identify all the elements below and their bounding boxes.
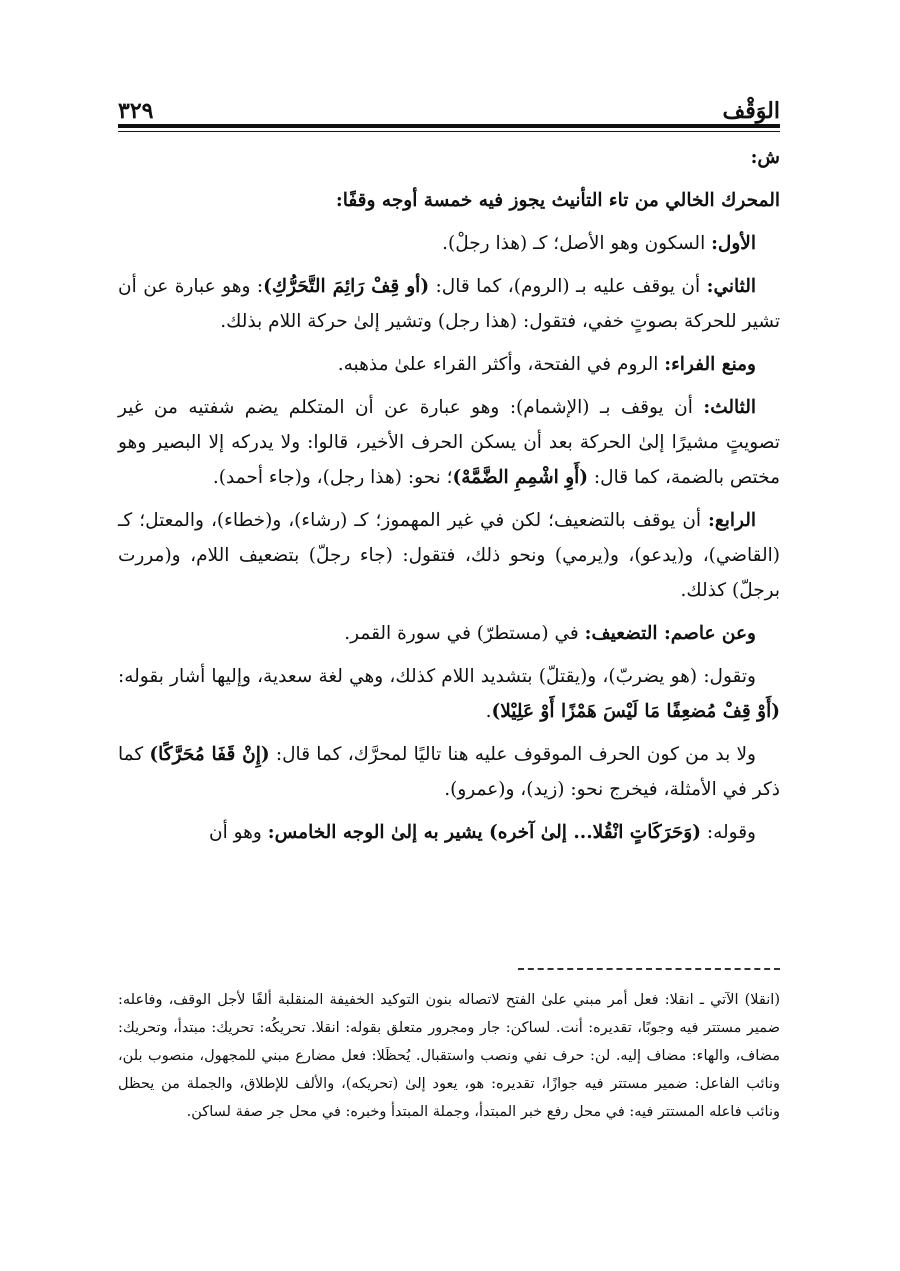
paragraph-fifth: وقوله: (وَحَرَكَاتٍ انْقُلا... إلىٰ آخره) يشير به إلىٰ الوجه الخامس: وهو أن: [209, 822, 756, 843]
paragraph-first: الأول: السكون وهو الأصل؛ كـ (هذا رجلْ).: [442, 233, 756, 254]
header-rule-thick: [118, 124, 780, 128]
paragraph-saadi: وتقول: (هو يضربّ)، و(يقتلّ) بتشديد اللام كذلك، وهي لغة سعدية، وإليها أشار بقوله: (أَوْ قِفْ مُضعِفًا مَا لَيْسَ هَمْزًا أَوْ عَلِيْلا).: [118, 666, 780, 722]
intro-marker: ش:: [750, 147, 780, 168]
chapter-title: الوَقْف: [722, 98, 780, 124]
footnote: [118, 986, 780, 1126]
paragraph-farra: ومنع الفراء: الروم في الفتحة، وأكثر القراء علىٰ مذهبه.: [337, 354, 756, 375]
body-text: [118, 140, 780, 858]
paragraph-asim: وعن عاصم: التضعيف: في (مستطرّ) في سورة القمر.: [344, 623, 756, 644]
paragraph-condition: ولا بد من كون الحرف الموقوف عليه هنا تاليًا لمحرَّك، كما قال: (إِنْ قَفَا مُحَرَّكًا) كما ذكر في الأمثلة، فيخرج نحو: (زيد)، و(عمرو).: [118, 744, 780, 800]
page-header: [118, 84, 780, 124]
paragraph-second: الثاني: أن يوقف عليه بـ (الروم)، كما قال: (أو قِفْ رَائِمَ التَّحَرُّكِ): وهو عبارة عن أن تشير للحركة بصوتٍ خفي، فتقول: (هذا رجل) وتشير إلىٰ حركة اللام بذلك.: [118, 276, 780, 332]
footnote-text: (انقلا) الآتي ـ انقلا: فعل أمر مبني علىٰ الفتح لاتصاله بنون التوكيد الخفيفة المنقلبة ألفًا لأجل الوقف، وفاعله: ضمير مستتر فيه وجوبًا، تقديره: أنت. لساكن: جار ومجرور متعلق بقوله: انقلا. تحريكُه: تحريك: مبتدأ، وتحريك: مضاف، والهاء: مضاف إليه. لن: حرف نفي ونصب واستقبال. يُحظَلا: فعل مضارع مبني للمجهول، منصوب بلن، ونائب الفاعل: ضمير مستتر فيه جوازًا، تقديره: هو، يعود إلىٰ (تحريكه)، والألف للإطلاق، والجملة من يحظل ونائب فاعله المستتر فيه: في محل رفع خبر المبتدأ، وجملة المبتدأ وخبره: في محل جر صفة لساكن.: [118, 992, 780, 1120]
section-heading: المحرك الخالي من تاء التأنيث يجوز فيه خمسة أوجه وقفًا:: [335, 190, 780, 211]
footnote-separator: [518, 968, 780, 970]
paragraph-fourth: الرابع: أن يوقف بالتضعيف؛ لكن في غير المهموز؛ كـ (رشاء)، و(خطاء)، والمعتل؛ كـ (القاضي)، و(يدعو)، و(يرمي) ونحو ذلك، فتقول: (جاء رجلّ) بتضعيف اللام، و(مررت برجلّ) كذلك.: [118, 510, 780, 601]
page-number: ٣٢٩: [118, 98, 154, 124]
header-rule-thin: [118, 131, 780, 132]
paragraph-third: الثالث: أن يوقف بـ (الإشمام): وهو عبارة عن أن المتكلم يضم شفتيه من غير تصويتٍ مشيرًا إلىٰ الحركة بعد أن يسكن الحرف الأخير، قالوا: ولا يدركه إلا البصير وهو مختص بالضمة، كما قال: (أَوِ اشْمِمِ الضَّمَّهْ)؛ نحو: (هذا رجل)، و(جاء أحمد).: [118, 397, 780, 488]
